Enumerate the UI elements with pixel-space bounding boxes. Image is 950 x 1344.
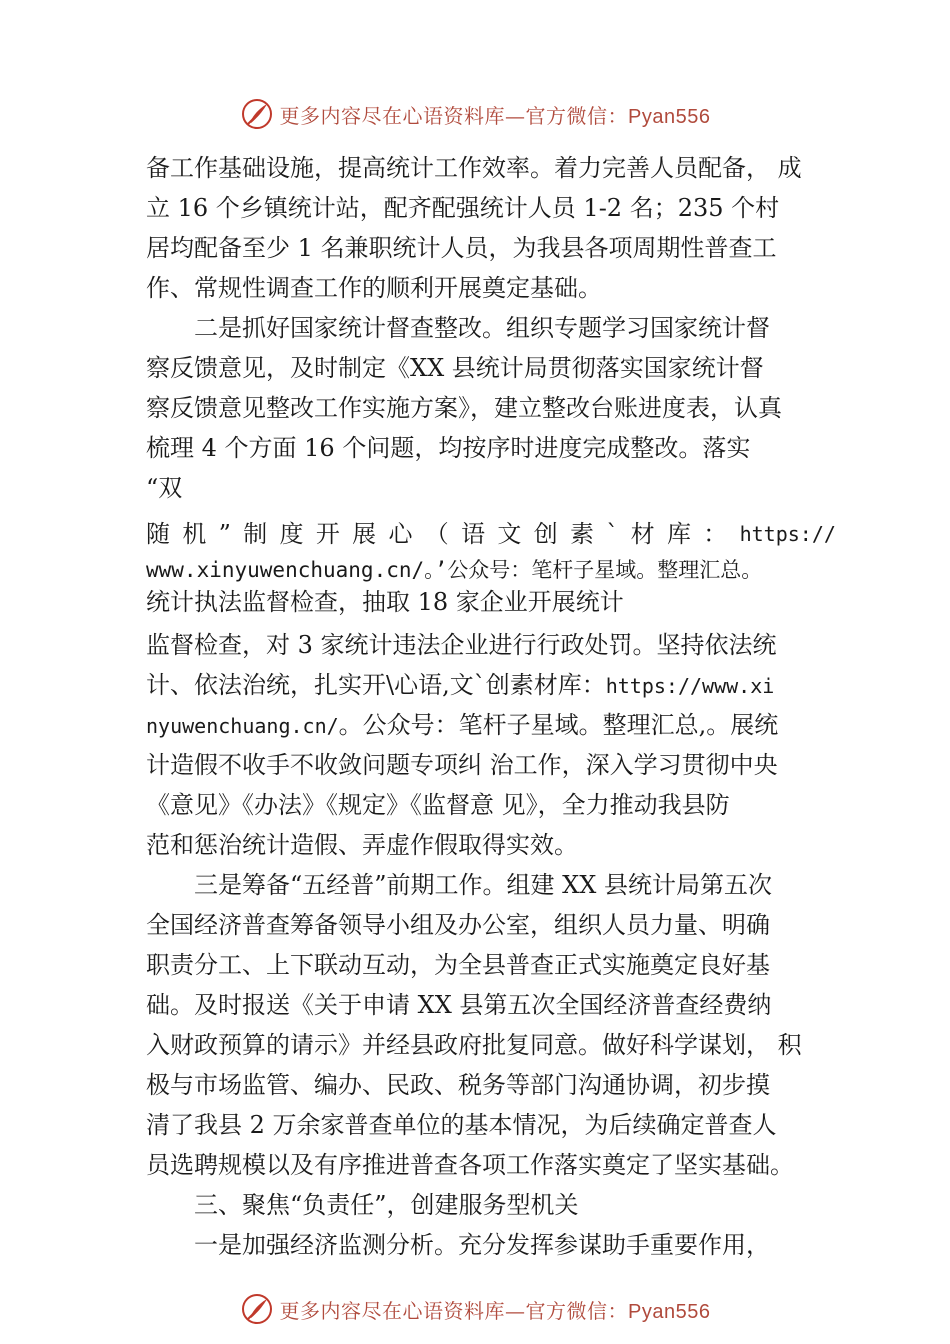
- spread-char: 开: [315, 520, 340, 548]
- text-line: 二是抓好国家统计督查整改。组织专题学习国家统计督: [194, 314, 770, 342]
- spread-line: [146, 514, 836, 554]
- text-line: 作、常规性调查工作的顺利开展奠定基础。: [146, 274, 602, 302]
- quill-logo-icon: [240, 97, 274, 131]
- spread-char: 库: [666, 520, 691, 548]
- text-line: 入财政预算的请示》并经县政府批复同意。做好科学谋划， 积: [146, 1031, 802, 1059]
- text-line: 极与市场监管、编办、民政、税务等部门沟通协调，初步摸: [146, 1071, 770, 1099]
- url-text-line: www.xinyuwenchuang.cn/。’公众号：笔杆子星域。整理汇总。: [146, 558, 763, 582]
- spread-char: 文: [497, 520, 522, 548]
- text-line: 察反馈意见，及时制定《XX 县统计局贯彻落实国家统计督: [146, 354, 764, 382]
- text-line: nyuwenchuang.cn/。公众号：笔杆子星域。整理汇总,。展统: [146, 711, 779, 739]
- spread-char: 制: [243, 520, 268, 548]
- text-line: 全国经济普查筹备领导小组及办公室，组织人员力量、明确: [146, 911, 770, 939]
- spread-char: ”: [218, 520, 231, 548]
- text-line: 梳理 4 个方面 16 个问题，均按序时进度完成整改。落实: [146, 434, 751, 462]
- spread-char: 素: [570, 520, 595, 548]
- text-line: 监督检查，对 3 家统计违法企业进行行政处罚。坚持依法统: [146, 631, 777, 659]
- spread-char: 语: [461, 520, 486, 548]
- spread-char: 材: [630, 520, 655, 548]
- text-line: 察反馈意见整改工作实施方案》，建立整改台账进度表，认真: [146, 394, 782, 422]
- text-line: 础。及时报送《关于申请 XX 县第五次全国经济普查经费纳: [146, 991, 772, 1019]
- quill-logo-icon: [240, 1292, 274, 1326]
- text-line: 计造假不收手不收敛问题专项纠 治工作，深入学习贯彻中央: [146, 751, 778, 779]
- text-line: 清了我县 2 万余家普查单位的基本情况，为后续确定普查人: [146, 1111, 777, 1139]
- text-line: 三是筹备“五经普”前期工作。组建 XX 县统计局第五次: [194, 871, 772, 899]
- text-line: 居均配备至少 1 名兼职统计人员，为我县各项周期性普查工: [146, 234, 777, 262]
- spread-char: `: [606, 520, 619, 548]
- section-heading: 三、聚焦“负责任”，创建服务型机关: [194, 1191, 579, 1219]
- spread-char: ：: [703, 520, 728, 548]
- document-body: [146, 148, 836, 1265]
- text-line: 一是加强经济监测分析。充分发挥参谋助手重要作用，: [194, 1231, 770, 1259]
- text-line: 立 16 个乡镇统计站，配齐配强统计人员 1-2 名；235 个村: [146, 194, 780, 222]
- header-watermark: [0, 94, 950, 134]
- text-line: 职责分工、上下联动互动，为全县普查正式实施奠定良好基: [146, 951, 770, 979]
- spread-url: https://: [739, 522, 836, 546]
- spread-char: 度: [279, 520, 304, 548]
- text-line: “双: [146, 474, 183, 502]
- text-line: 备工作基础设施，提高统计工作效率。着力完善人员配备， 成: [146, 154, 802, 182]
- watermark-text: 更多内容尽在心语资料库—官方微信：Pyan556: [279, 1298, 711, 1323]
- spread-char: 心: [388, 520, 413, 548]
- spread-char: 展: [352, 520, 377, 548]
- spread-char: 创: [533, 520, 558, 548]
- text-line: 员选聘规模以及有序推进普查各项工作落实奠定了坚实基础。: [146, 1151, 794, 1179]
- footer-watermark: [0, 1289, 950, 1329]
- text-line: 统计执法监督检查，抽取 18 家企业开展统计: [146, 588, 624, 616]
- spread-char: （: [424, 520, 449, 548]
- text-line: 计、依法治统，扎实开\心语,文`创素材库：https://www.xi: [146, 671, 775, 699]
- watermark-text: 更多内容尽在心语资料库—官方微信：Pyan556: [279, 103, 711, 128]
- text-line: 范和惩治统计造假、弄虚作假取得实效。: [146, 831, 578, 859]
- spread-char: 机: [182, 520, 207, 548]
- spread-char: 随: [146, 520, 170, 548]
- text-line: 《意见》《办法》《规定》《监督意 见》，全力推动我县防: [146, 791, 730, 819]
